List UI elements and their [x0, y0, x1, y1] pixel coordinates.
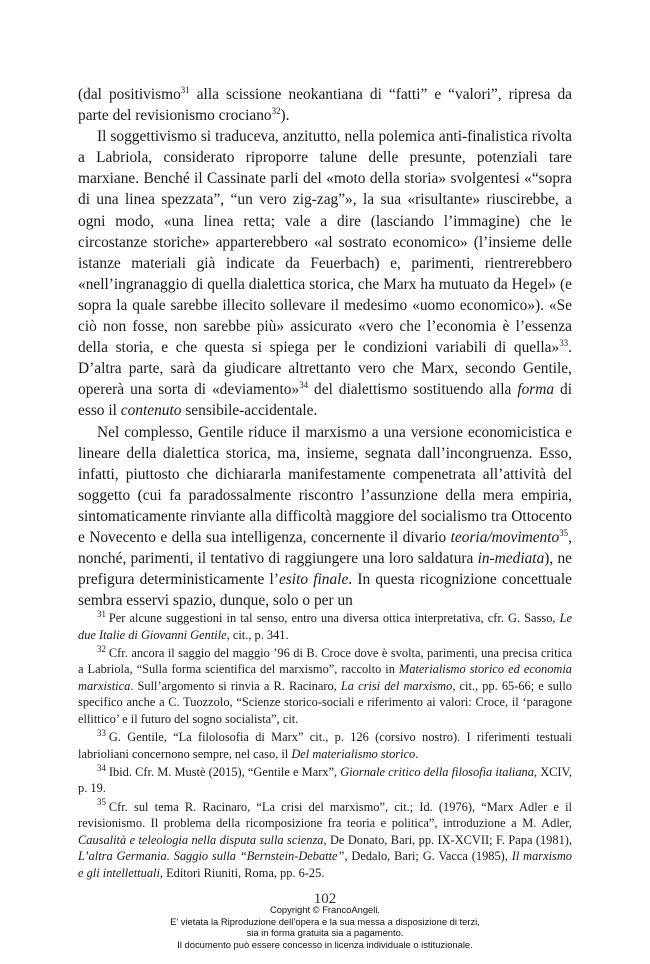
- footnote-number: 32: [97, 643, 106, 654]
- text-run: sensibile-accidentale.: [181, 402, 318, 420]
- footnote-33: [78, 729, 572, 762]
- footnotes: [78, 610, 572, 883]
- text-run: del dialettismo sostituendo alla: [308, 381, 518, 399]
- paragraph: [78, 422, 572, 612]
- italic-text: Giornale critico della filosofia italiana: [340, 764, 534, 779]
- copyright-line: sia in forma gratuita sia a pagamento.: [246, 927, 404, 939]
- paragraph: [78, 126, 572, 421]
- text-run: di esso il: [78, 381, 573, 420]
- footnote-ref: 34: [299, 380, 309, 391]
- text-run: . In questa ricognizione concettuale sembra esservi spazio, dunque, solo o per un: [78, 571, 572, 610]
- footnote-number: 34: [97, 762, 106, 773]
- text-run: , cit., p. 341.: [226, 627, 289, 642]
- italic-text: Le due Italie di Giovanni Gentile: [78, 611, 572, 642]
- italic-text: esito finale: [278, 571, 349, 589]
- text-run: , nonché, parimenti, il tentativo di raggiungere una loro saldatura: [78, 528, 572, 568]
- footnote-number: 35: [97, 797, 106, 808]
- footnote-31: [78, 610, 572, 643]
- text-run: G. Gentile, “La filolosofia di Marx” cit., p. 126 (corsivo nostro). I riferimenti testuali labrioliani concernono sempre, nel caso, il: [78, 730, 572, 761]
- footnote-ref: 32: [271, 105, 281, 116]
- text-run: . Sull’argomento si rinvia a R. Racinaro,: [130, 678, 341, 693]
- page-body: [78, 84, 572, 611]
- text-run: , XCIV, p. 19.: [78, 764, 572, 796]
- text-run: Il soggettivismo si traduceva, anzitutto, nella polemica anti-finalistica rivolta a Labriola, considerato riproporre talune delle presunte, potenziali tare marxiane. Benché il Cassinate parli del «moto della storia» svolgentesi «“sopra di una linea spezzata”, “un vero zig-zag”», la sua «risultante» riuscirebbe, a ogni modo, «una linea retta; vale a dire (lasciando l’immagine) che le circostanze storiche» apparterebbero «al sostrato economico» (l’insieme delle istanze materiali già indicate da Feuerbach) e, parimenti, rientrerebbero «nell’ingranaggio di quella dialettica storica, che Marx ha mutuato da Hegel» (e sopra la quale sarebbe illecito sollevare il medesimo «uomo economico»). «Se ciò non fosse, non sarebbe più» assicurato «vero che l’economia è l’essenza della storia, e che questa si spiega per le condizioni variabili di quella»: [78, 128, 572, 357]
- italic-text: Causalità e teleologia nella disputa sulla scienza: [78, 832, 324, 847]
- footnote-ref: 31: [180, 84, 190, 95]
- footnote-ref: 35: [559, 527, 569, 538]
- main-text: [78, 84, 572, 611]
- footnote-35: [78, 799, 572, 882]
- paragraph: [78, 84, 572, 126]
- italic-text: teoria/movimento: [450, 528, 560, 546]
- copyright-notice: [0, 904, 650, 950]
- italic-text: forma: [517, 381, 555, 399]
- footnote-34: [78, 764, 572, 797]
- text-run: ).: [280, 107, 290, 125]
- text-run: . D’altra parte, sarà da giudicare altrettanto vero che Marx, secondo Gentile, opererà una sorta di «deviamento»: [78, 339, 572, 399]
- text-run: .: [415, 746, 419, 761]
- italic-text: in-mediata: [477, 550, 545, 568]
- text-run: , Editori Riuniti, Roma, pp. 6-25.: [159, 865, 325, 880]
- text-run: Cfr. ancora il saggio del maggio ’96 di B. Croce dove è svolta, parimenti, una precisa critica a Labriola, “Sulla forma scientifica del marxismo”, raccolto in: [78, 645, 572, 677]
- italic-text: contenuto: [120, 402, 182, 420]
- footnote-number: 33: [97, 728, 106, 739]
- italic-text: Il marxismo e gli intellettuali: [78, 849, 572, 880]
- text-run: alla scissione neokantiana di “fatti” e “valori”, ripresa da parte del revisionismo crociano: [78, 86, 572, 125]
- text-run: , cit., pp. 65-66; e sullo specifico anche a C. Tuozzolo, “Scienze storico-sociali e riferimento ai valori: Croce, il ‘paragone ellittico’ e il futuro del sogno socialista”, cit.: [78, 678, 572, 727]
- italic-text: Materialismo storico ed economia marxistica: [78, 662, 572, 693]
- footnote-32: [78, 645, 572, 728]
- text-run: ), ne prefigura deterministicamente l’: [78, 550, 572, 589]
- text-run: , De Donato, Bari, pp. IX-XCVII; F. Papa (1981),: [323, 832, 572, 847]
- page-number: 102: [313, 891, 337, 907]
- text-run: Cfr. sul tema R. Racinaro, “La crisi del marxismo”, cit.; Id. (1976), “Marx Adler e il revisionismo. Il problema della ricomposizione fra teoria e politica”, introduzione a M. Adler,: [78, 799, 572, 831]
- copyright-line: Copyright © FrancoAngeli.: [269, 904, 381, 915]
- footnote-ref: 33: [559, 338, 569, 348]
- text-run: (dal positivismo: [78, 86, 181, 103]
- italic-text: Del materialismo storico: [291, 746, 416, 761]
- italic-text: L’altra Germania. Saggio sulla “Bernstein-Debatte”: [78, 849, 345, 864]
- text-run: Nel complesso, Gentile riduce il marxismo a una versione economicistica e lineare della dialettica storica, ma, insieme, segnata dall’incongruenza. Esso, infatti, piuttosto che dichiararla manifestamente compenetrata all’attività del soggetto (cui fa paradossalmente riscontro l’assunzione della mera empiria, sintomaticamente rinviante alla difficoltà maggiore del socialismo tra Ottocento e Novecento e della sua intelligenza, concernente il divario: [78, 423, 572, 546]
- text-run: Ibid. Cfr. M. Mustè (2015), “Gentile e Marx”,: [108, 764, 341, 779]
- copyright-line: E’ vietata la Riproduzione dell’opera e la sua messa a disposizione di terzi,: [170, 915, 480, 927]
- copyright-line: Il documento può essere concesso in licenza individuale o istituzionale.: [177, 938, 473, 950]
- italic-text: La crisi del marxismo: [340, 678, 453, 693]
- text-run: , Dedalo, Bari; G. Vacca (1985),: [344, 849, 512, 864]
- text-run: Per alcune suggestioni in tal senso, entro una diversa ottica interpretativa, cfr. G. Sasso,: [108, 611, 560, 625]
- footnote-number: 31: [97, 608, 106, 619]
